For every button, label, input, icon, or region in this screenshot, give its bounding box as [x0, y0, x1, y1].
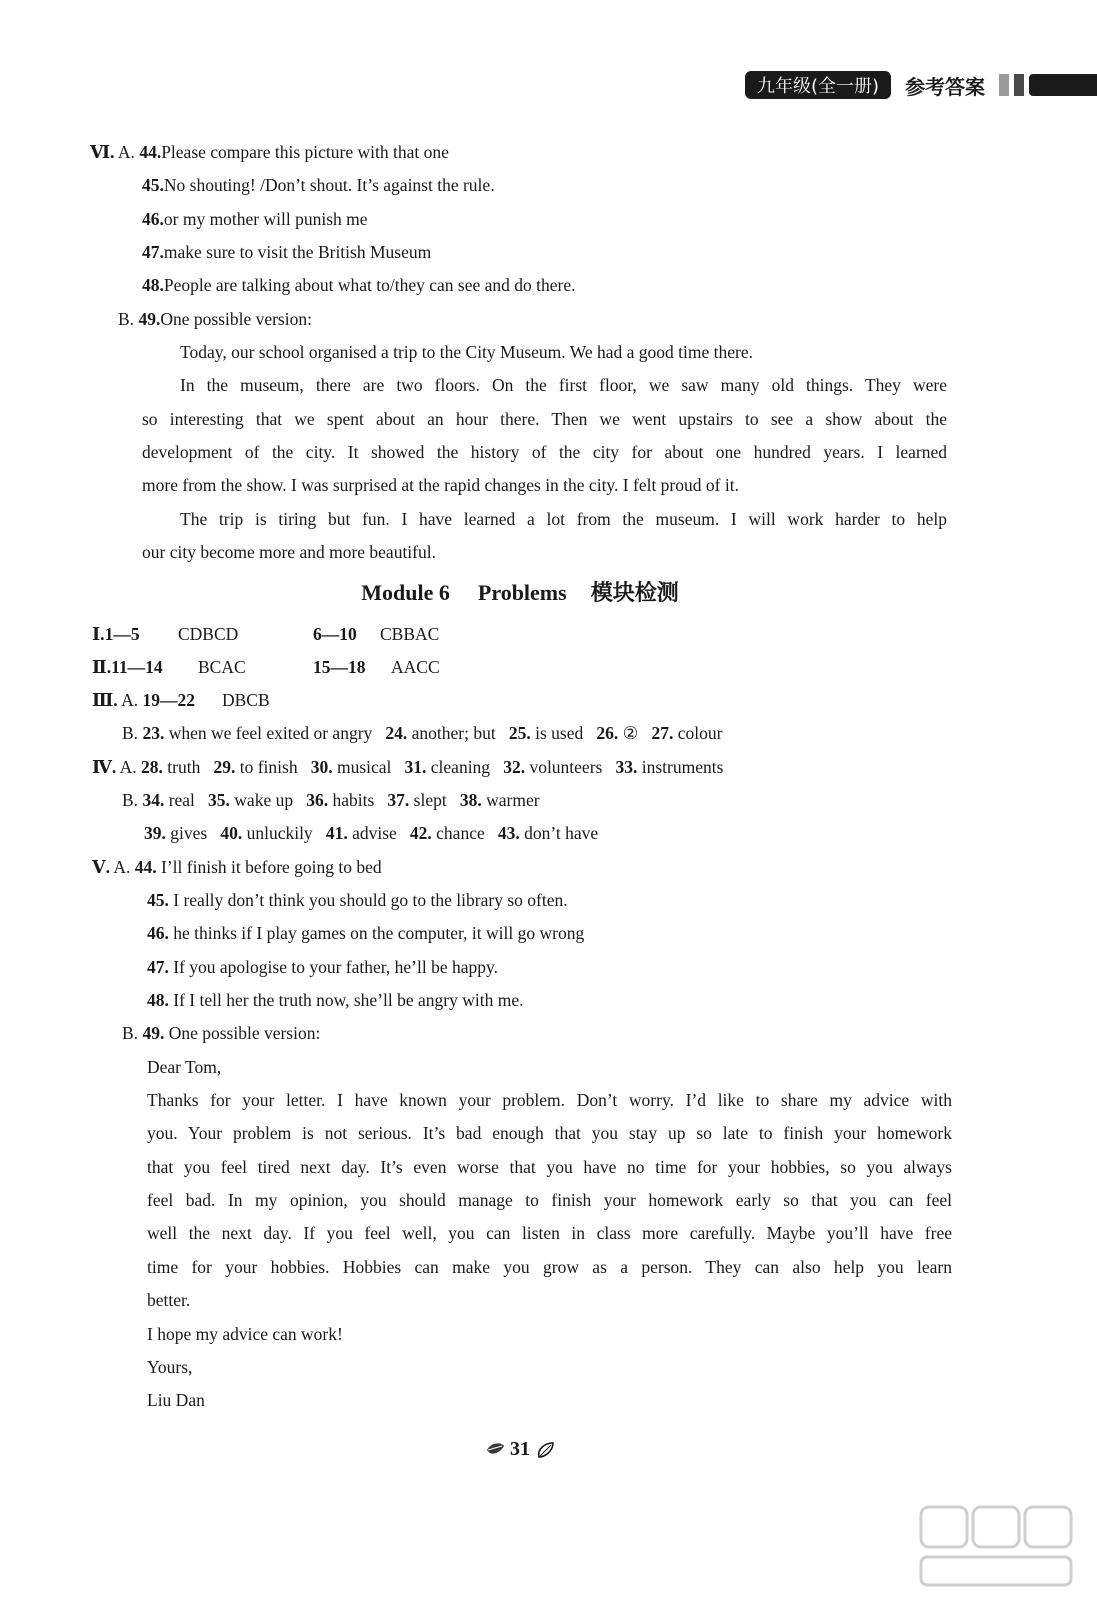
letter-line: well the next day. If you feel well, you can listen in class more carefully. Maybe you’ll have free: [147, 1223, 952, 1243]
answer-range: 6—10: [313, 624, 357, 644]
answer-line: 48.People are talking about what to/they can see and do there.: [142, 275, 576, 295]
answer-line: B. 34. real 35. wake up 36. habits 37. slept 38. warmer: [122, 790, 540, 810]
header-bar-dark: [1029, 74, 1097, 96]
answer-value: CDBCD: [178, 624, 239, 644]
essay-line: our city become more and more beautiful.: [142, 542, 436, 562]
grade-badge: 九年级(全一册): [745, 71, 891, 99]
letter-signature: Liu Dan: [147, 1390, 205, 1410]
letter-greeting: Dear Tom,: [147, 1057, 222, 1077]
essay-line: more from the show. I was surprised at the rapid changes in the city. I felt proud of it.: [142, 475, 739, 495]
essay-line: The trip is tiring but fun. I have learned a lot from the museum. I will work harder to help: [180, 509, 947, 529]
answer-value: CBBAC: [380, 624, 440, 644]
answer-value: AACC: [391, 657, 440, 677]
essay-line: In the museum, there are two floors. On the first floor, we saw many old things. They were: [180, 375, 947, 395]
header-bar-light: [999, 74, 1009, 96]
answer-line: Ⅴ. A. 44. I’ll finish it before going to bed: [92, 857, 382, 877]
answer-line: 39. gives 40. unluckily 41. advise 42. chance 43. don’t have: [144, 823, 599, 843]
essay-line: Today, our school organised a trip to the City Museum. We had a good time there.: [180, 342, 753, 362]
answer-line: Ⅲ. A. 19—22: [92, 690, 195, 710]
letter-line: that you feel tired next day. It’s even worse that you have no time for your hobbies, so you always: [147, 1157, 952, 1177]
header-label: 参考答案: [905, 74, 985, 99]
leaf-left-icon: [485, 1441, 505, 1459]
answer-line: Ⅵ. A. 44.Please compare this picture with that one: [90, 142, 449, 162]
answer-line: 45.No shouting! /Don’t shout. It’s against the rule.: [142, 175, 495, 195]
letter-line: feel bad. In my opinion, you should manage to finish your homework early so that you can feel: [147, 1190, 952, 1210]
answer-line: 46.or my mother will punish me: [142, 209, 368, 229]
leaf-right-icon: [535, 1441, 555, 1459]
watermark-logo: [917, 1501, 1077, 1591]
module-title: Module 6 Problems 模块检测: [361, 580, 679, 606]
page-number-area: [0, 1438, 1040, 1461]
answer-line: 46. he thinks if I play games on the computer, it will go wrong: [147, 923, 585, 943]
answer-line: Ⅰ.1—5: [92, 624, 140, 644]
letter-line: better.: [147, 1290, 191, 1310]
answer-line: B. 49. One possible version:: [122, 1023, 321, 1043]
answer-value: DBCB: [222, 690, 270, 710]
letter-line: Thanks for your letter. I have known your problem. Don’t worry. I’d like to share my advice with: [147, 1090, 952, 1110]
answer-value: BCAC: [198, 657, 246, 677]
page-number: 31: [510, 1438, 530, 1460]
answer-line: 47.make sure to visit the British Museum: [142, 242, 432, 262]
letter-line: you. Your problem is not serious. It’s bad enough that you stay up so late to finish your homework: [147, 1123, 952, 1143]
letter-closing: Yours,: [147, 1357, 193, 1377]
letter-line: time for your hobbies. Hobbies can make you grow as a person. They can also help you learn: [147, 1257, 952, 1277]
page-header: [745, 70, 1097, 100]
answer-line: 45. I really don’t think you should go to the library so often.: [147, 890, 568, 910]
answer-line: 47. If you apologise to your father, he’ll be happy.: [147, 957, 498, 977]
answer-line: Ⅳ. A. 28. truth 29. to finish 30. musical 31. cleaning 32. volunteers 33. instruments: [92, 757, 724, 777]
essay-line: so interesting that we spent about an hour there. Then we went upstairs to see a show about the: [142, 409, 947, 429]
answer-line: B. 49.One possible version:: [118, 309, 312, 329]
header-bar-mid: [1014, 74, 1024, 96]
essay-line: development of the city. It showed the history of the city for about one hundred years. I learned: [142, 442, 947, 462]
letter-hope: I hope my advice can work!: [147, 1324, 343, 1344]
answer-line: B. 23. when we feel exited or angry 24. another; but 25. is used 26. ② 27. colour: [122, 723, 723, 743]
answer-line: 48. If I tell her the truth now, she’ll be angry with me.: [147, 990, 524, 1010]
answer-line: Ⅱ.11—14: [92, 657, 163, 677]
answer-range: 15—18: [313, 657, 366, 677]
